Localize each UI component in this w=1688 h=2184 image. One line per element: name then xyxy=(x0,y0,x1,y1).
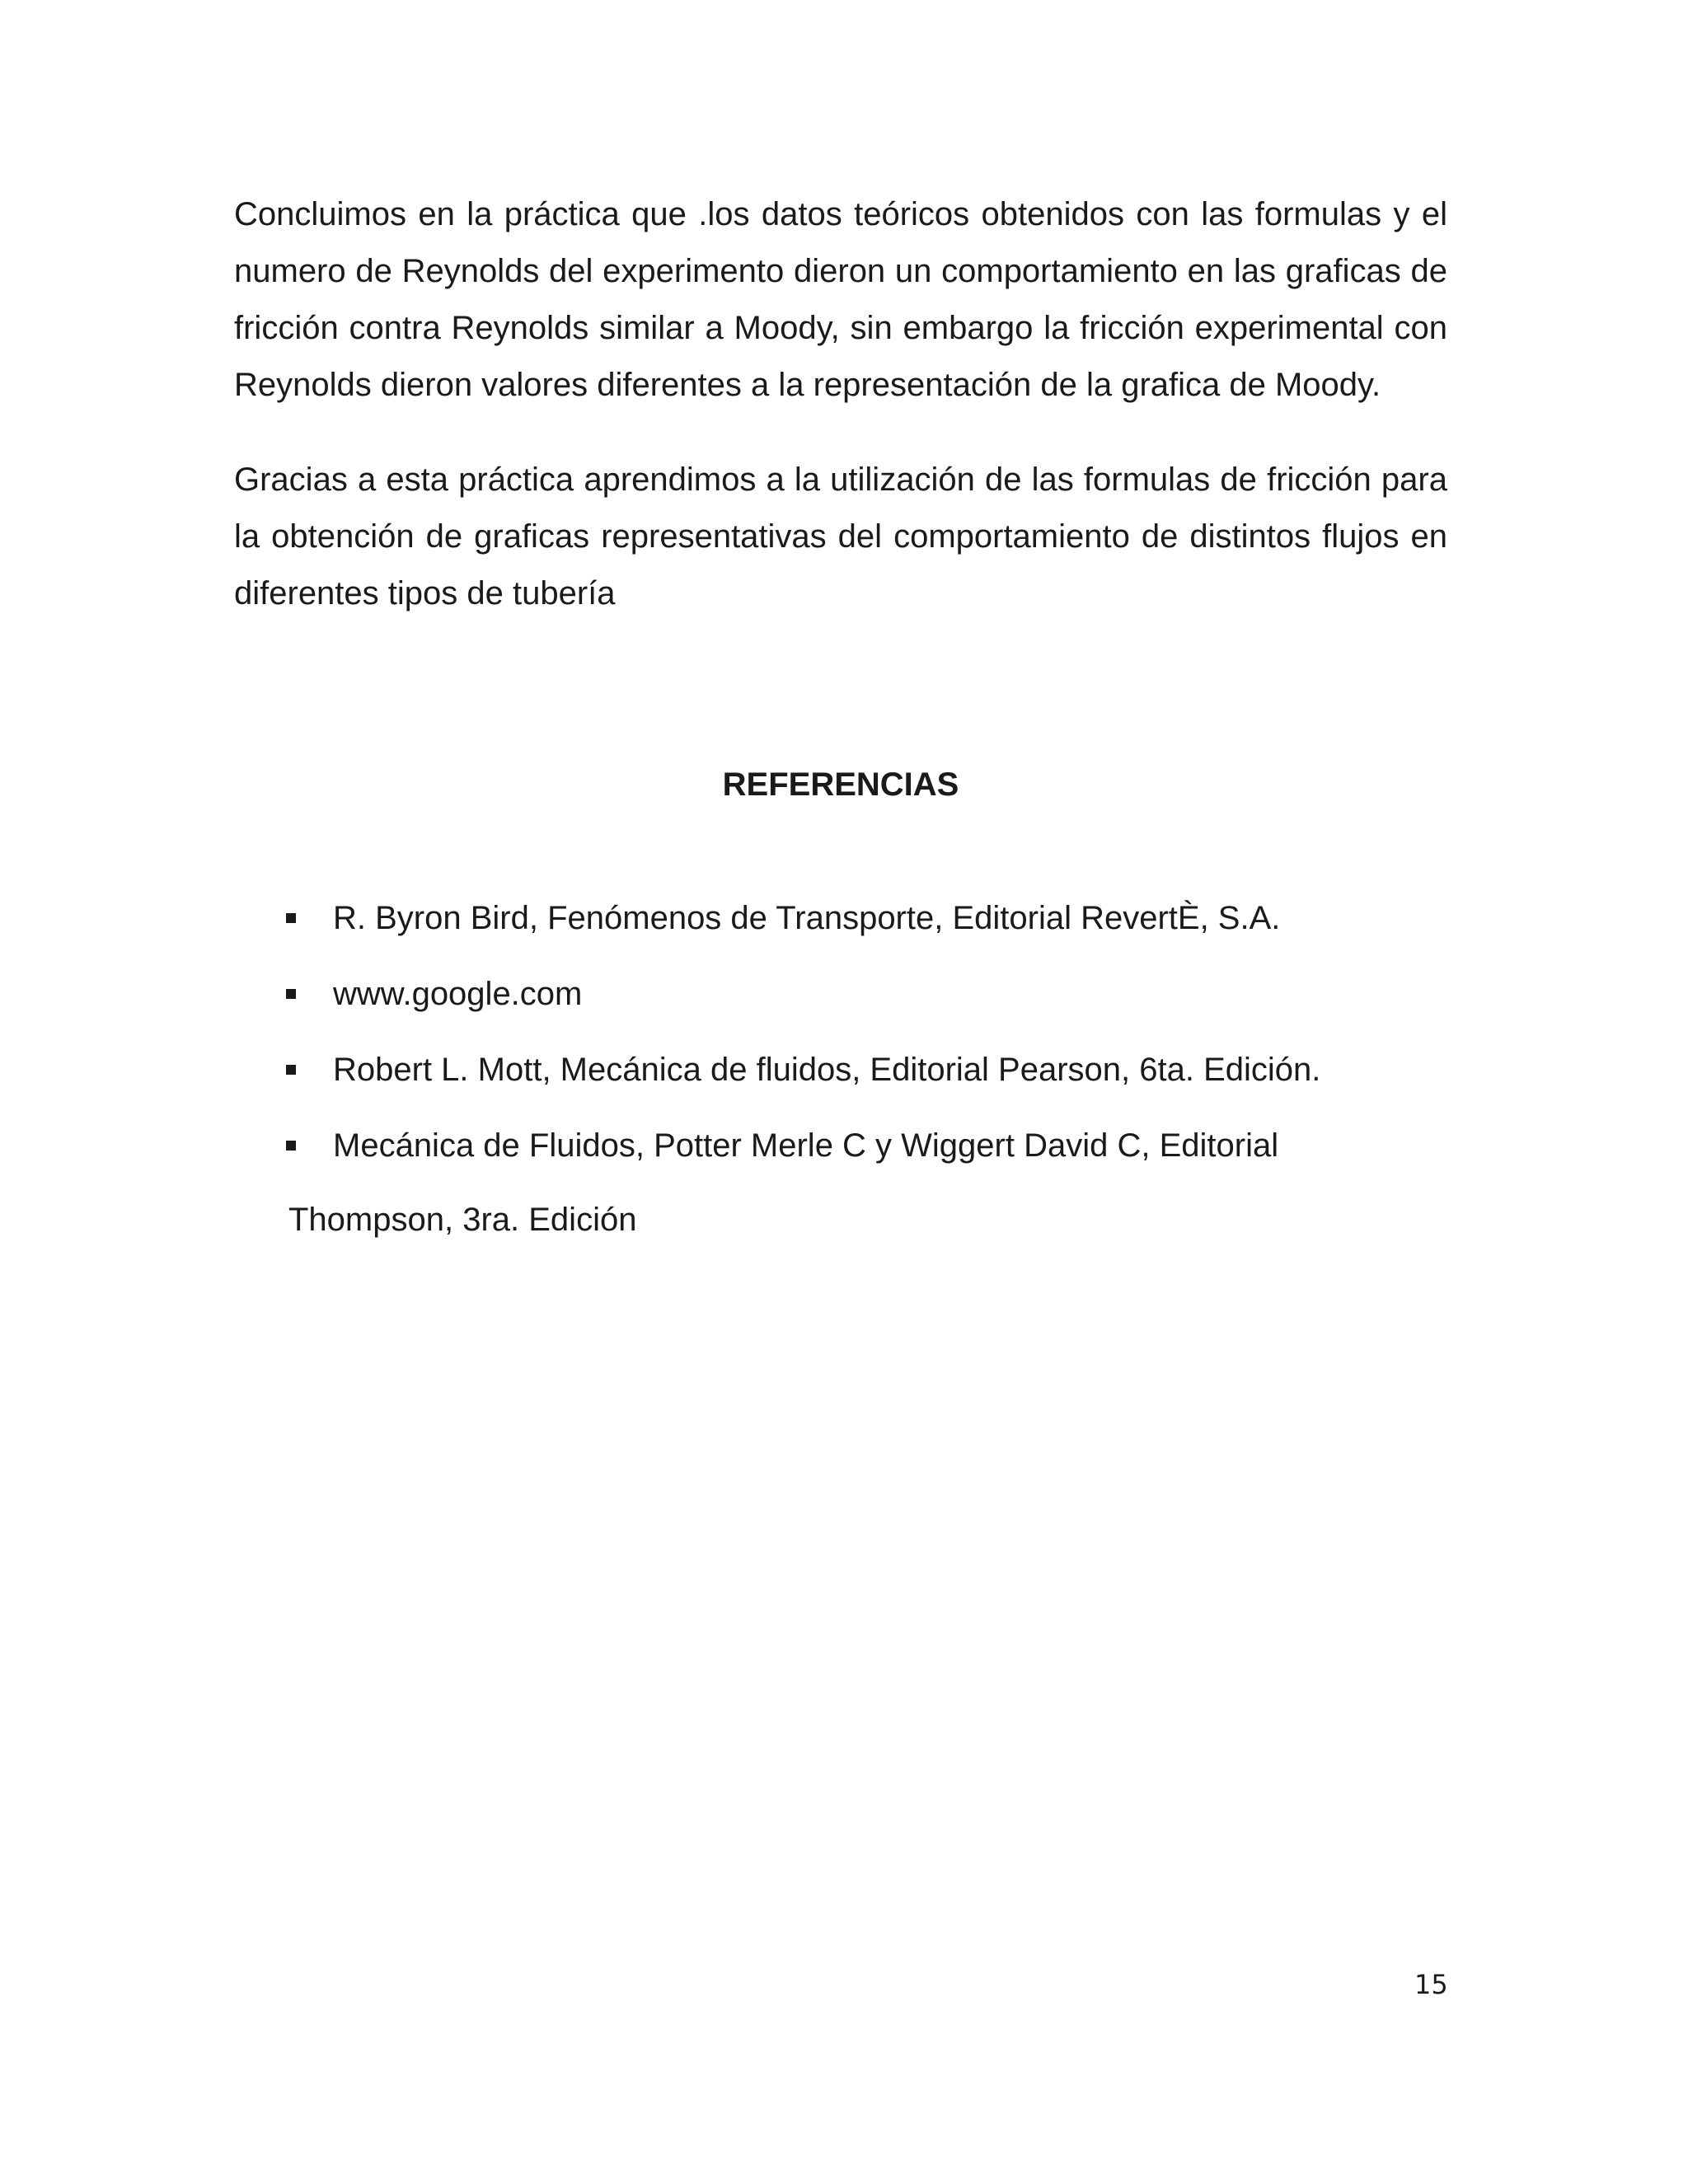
reference-text: Robert L. Mott, Mecánica de fluidos, Editorial Pearson, 6ta. Edición. xyxy=(333,1052,1321,1088)
learning-paragraph: Gracias a esta práctica aprendimos a la utilización de las formulas de fricción para la obtención de graficas representativas del comportamiento de distintos flujos en diferentes tipos de tubería xyxy=(234,462,1447,612)
reference-item xyxy=(0,966,1688,1042)
references-list xyxy=(0,890,1688,1193)
square-bullet-icon xyxy=(286,989,296,999)
conclusion-paragraph: Concluimos en la práctica que .los datos teóricos obtenidos con las formulas y el numero de Reynolds del experimento dieron un comportamiento en las graficas de fricción contra Reynolds similar a Moody, sin embargo la fricción experimental con Reynolds dieron valores diferentes a la representación de la grafica de Moody. xyxy=(234,196,1447,403)
reference-continuation: Thompson, 3ra. Edición xyxy=(288,1202,637,1238)
square-bullet-icon xyxy=(286,1141,296,1151)
reference-item xyxy=(0,1118,1688,1193)
references-heading: REFERENCIAS xyxy=(722,766,959,803)
reference-item xyxy=(0,1042,1688,1118)
reference-text: R. Byron Bird, Fenómenos de Transporte, Editorial RevertÈ, S.A. xyxy=(333,900,1281,936)
square-bullet-icon xyxy=(286,913,296,923)
page-number: 15 xyxy=(1414,1969,1448,2000)
reference-text: Mecánica de Fluidos, Potter Merle C y Wiggert David C, Editorial xyxy=(333,1127,1279,1164)
reference-text: www.google.com xyxy=(333,976,583,1012)
square-bullet-icon xyxy=(286,1065,296,1075)
reference-item xyxy=(0,890,1688,966)
